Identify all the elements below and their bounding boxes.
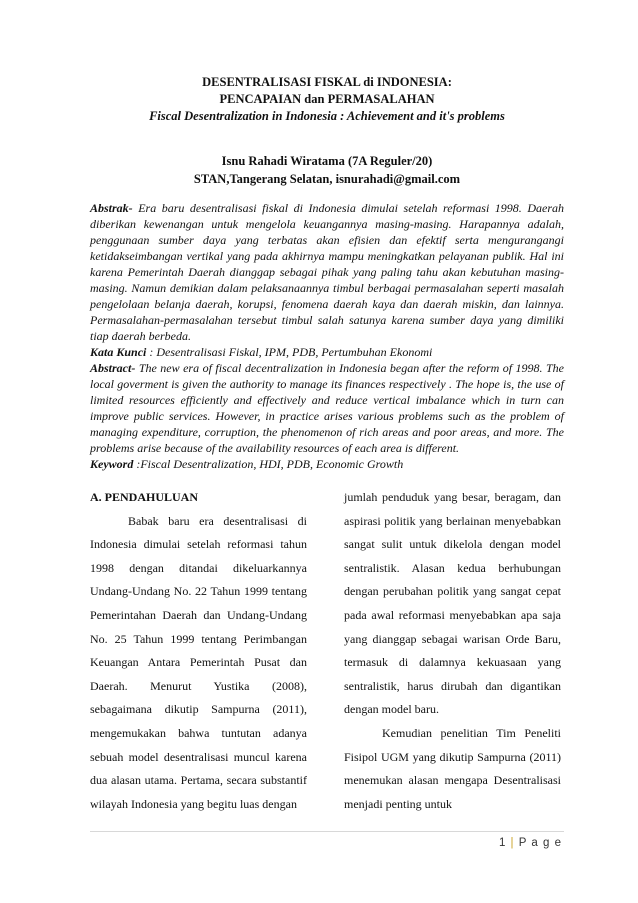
abstract-indonesian [90, 200, 564, 344]
title-english: Fiscal Desentralization in Indonesia : Achievement and it's problems [149, 109, 505, 123]
author-affiliation: STAN,Tangerang Selatan, isnurahadi@gmail.com [193, 172, 461, 186]
title-line-2: PENCAPAIAN dan PERMASALAHAN [219, 92, 435, 106]
abstract-english [90, 360, 564, 456]
body-paragraph: Kemudian penelitian Tim Peneliti Fisipol UGM yang dikutip Sampurna (2011) menemukan alasan mengapa Desentralisasi menjadi penting untuk [344, 725, 561, 811]
abstract-section [90, 200, 564, 472]
keywords-en-text: :Fiscal Desentralization, HDI, PDB, Economic Growth [133, 457, 404, 471]
keywords-indonesian [90, 344, 564, 360]
body-column-left [90, 486, 307, 816]
section-heading: A. PENDAHULUAN [90, 490, 198, 504]
page-footer [499, 837, 562, 849]
keywords-id-text: : Desentralisasi Fiskal, IPM, PDB, Pertumbuhan Ekonomi [146, 345, 433, 359]
paper-title [90, 74, 564, 125]
abstract-en-label: Abstract- [90, 361, 136, 375]
keywords-en-label: Keyword [90, 457, 134, 471]
author-name: Isnu Rahadi Wiratama (7A Reguler/20) [221, 154, 433, 168]
footer-divider [90, 831, 564, 832]
abstract-en-text: The new era of fiscal decentralization in Indonesia began after the reform of 1998. The local goverment is given the authority to manage its finances respectively . The hope is, the use of limited resources efficiently and effectively and reduce vertical imbalance which in turn can improve public services. However, in practice arises various problems such as the problem of managing expenditure, corruption, the phenomenon of rich areas and poor areas, and more. The problems arise because of the availability resources of each area is different. [90, 361, 564, 455]
body-paragraph: Babak baru era desentralisasi di Indonesia dimulai setelah reformasi tahun 1998 dengan ditandai dikeluarkannya Undang-Undang No. 22 Tahun 1999 tentang Pemerintahan Daerah dan Undang-Undang No. 25 Tahun 1999 tentang Perimbangan Keuangan Antara Pemerintah Pusat dan Daerah. Menurut Yustika (2008), sebagaimana dikutip Sampurna (2011), mengemukakan bahwa tuntutan adanya sebuah model desentralisasi muncul karena dua alasan utama. Pertama, secara substantif wilayah Indonesia yang begitu luas dengan [90, 513, 307, 811]
page-number: 1 [498, 837, 507, 849]
title-line-1: DESENTRALISASI FISKAL di INDONESIA: [202, 75, 452, 89]
body-column-right [344, 486, 561, 816]
body-paragraph: jumlah penduduk yang besar, beragam, dan aspirasi politik yang berlainan menyebabkan sangat sulit untuk dikelola dengan model sentralistik. Alasan kedua berhubungan dengan perubahan politik yang sangat cepat pada awal reformasi menyebabkan apa saja yang dianggap sebagai warisan Orde Baru, termasuk di dalamnya kekuasaan yang sentralistik, harus dirubah dan digantikan dengan model baru. [344, 490, 561, 717]
abstract-id-text: Era baru desentralisasi fiskal di Indonesia dimulai setelah reformasi 1998. Daerah diberikan kewenangan untuk mengelola keuangannya masing-masing. Harapannya adalah, penggunaan sumber daya yang terbatas akan efisien dan efektif serta mengurangangi ketidakseimbangan vertikal yang pada akhirnya mampu meningkatkan pelayanan publik. Hal ini karena Pemerintah Daerah dianggap sebagai pihak yang paling tahu akan kebutuhan masing-masing. Namun demikian dalam pelaksanaannya timbul berbagai permasalahan seperti masalah pengelolaan belanja daerah, korupsi, fenomena daerah kaya dan daerah miskin, dan lainnya. Permasalahan-permasalahan tersebut timbul salah satunya karena sumber daya yang dimiliki tiap daerah berbeda. [90, 201, 564, 343]
abstract-id-label: Abstrak- [90, 201, 133, 215]
footer-separator: | [510, 837, 515, 849]
keywords-english [90, 456, 564, 472]
author-info [90, 152, 564, 188]
page-label: P a g e [518, 837, 562, 849]
keywords-id-label: Kata Kunci [90, 345, 147, 359]
